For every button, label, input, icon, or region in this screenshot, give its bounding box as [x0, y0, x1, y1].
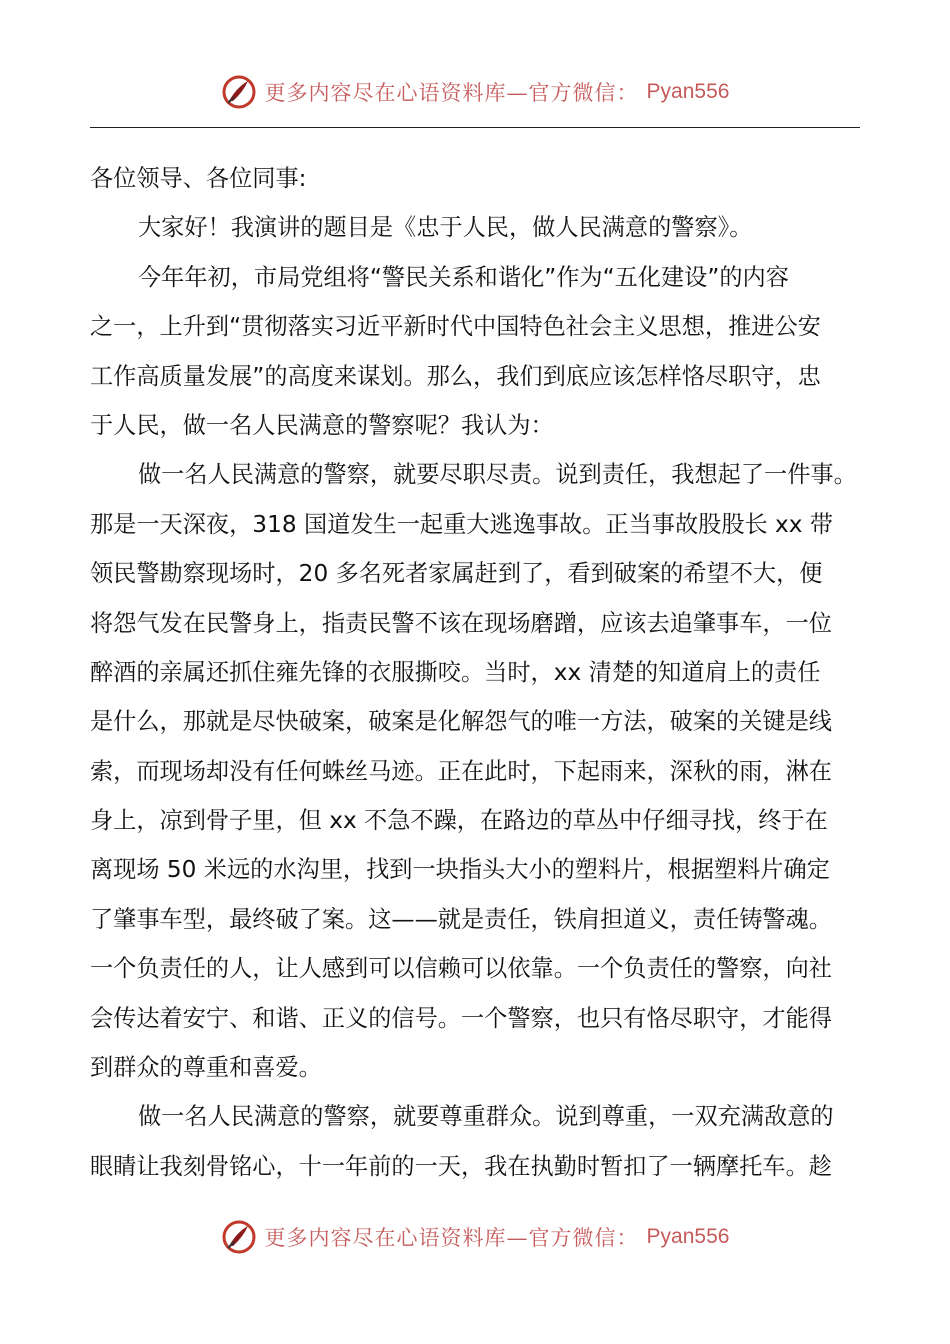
text-line: 做一名人民满意的警察，就要尽职尽责。说到责任，我想起了一件事。 — [138, 461, 857, 489]
text-line: 将怨气发在民警身上，指责民警不该在现场磨蹭，应该去追肇事车，一位 — [90, 609, 832, 637]
text-line: 工作高质量发展”的高度来谋划。那么，我们到底应该怎样恪尽职守，忠 — [90, 362, 821, 390]
pen-logo-icon — [221, 1219, 257, 1255]
text-line: 是什么，那就是尽快破案，破案是化解怨气的唯一方法，破案的关键是线 — [90, 708, 832, 736]
text-line: 今年年初，市局党组将“警民关系和谐化”作为“五化建设”的内容 — [138, 263, 789, 291]
text-line: 身上，凉到骨子里，但 xx 不急不躁，在路边的草丛中仔细寻找，终于在 — [90, 807, 828, 835]
text-line: 了肇事车型，最终破了案。这——就是责任，铁肩担道义，责任铸警魂。 — [90, 905, 832, 933]
text-line: 之一，上升到“贯彻落实习近平新时代中国特色社会主义思想，推进公安 — [90, 313, 821, 341]
text-line: 一个负责任的人，让人感到可以信赖可以依靠。一个负责任的警察，向社 — [90, 955, 832, 983]
document-body — [90, 154, 866, 1191]
header-watermark — [0, 72, 950, 112]
watermark-wechat-id: Pyan556 — [646, 80, 730, 103]
text-line: 醉酒的亲属还抓住雍先锋的衣服撕咬。当时，xx 清楚的知道肩上的责任 — [90, 658, 821, 686]
header-divider — [90, 127, 860, 128]
text-line: 离现场 50 米远的水沟里，找到一块指头大小的塑料片，根据塑料片确定 — [90, 856, 830, 884]
text-line: 于人民，做一名人民满意的警察呢？我认为： — [90, 411, 554, 439]
text-line: 大家好！我演讲的题目是《忠于人民，做人民满意的警察》。 — [138, 214, 753, 242]
watermark-text: 更多内容尽在心语资料库—官方微信： — [264, 81, 639, 105]
text-line: 做一名人民满意的警察，就要尊重群众。说到尊重，一双充满敌意的 — [138, 1103, 834, 1131]
text-line: 到群众的尊重和喜爱。 — [90, 1054, 322, 1082]
text-line: 索，而现场却没有任何蛛丝马迹。正在此时，下起雨来，深秋的雨，淋在 — [90, 757, 832, 785]
text-line: 眼睛让我刻骨铭心，十一年前的一天，我在执勤时暂扣了一辆摩托车。趁 — [90, 1152, 832, 1180]
text-line: 那是一天深夜，318 国道发生一起重大逃逸事故。正当事故股股长 xx 带 — [90, 510, 834, 538]
salutation-line: 各位领导、各位同事: — [90, 165, 307, 192]
text-line: 领民警勘察现场时，20 多名死者家属赶到了，看到破案的希望不大，便 — [90, 560, 823, 588]
text-line: 会传达着安宁、和谐、正义的信号。一个警察，也只有恪尽职守，才能得 — [90, 1004, 832, 1032]
pen-logo-icon — [221, 74, 257, 110]
watermark-text: 更多内容尽在心语资料库—官方微信： — [264, 1226, 639, 1250]
watermark-wechat-id: Pyan556 — [646, 1225, 730, 1248]
footer-watermark — [0, 1217, 950, 1257]
